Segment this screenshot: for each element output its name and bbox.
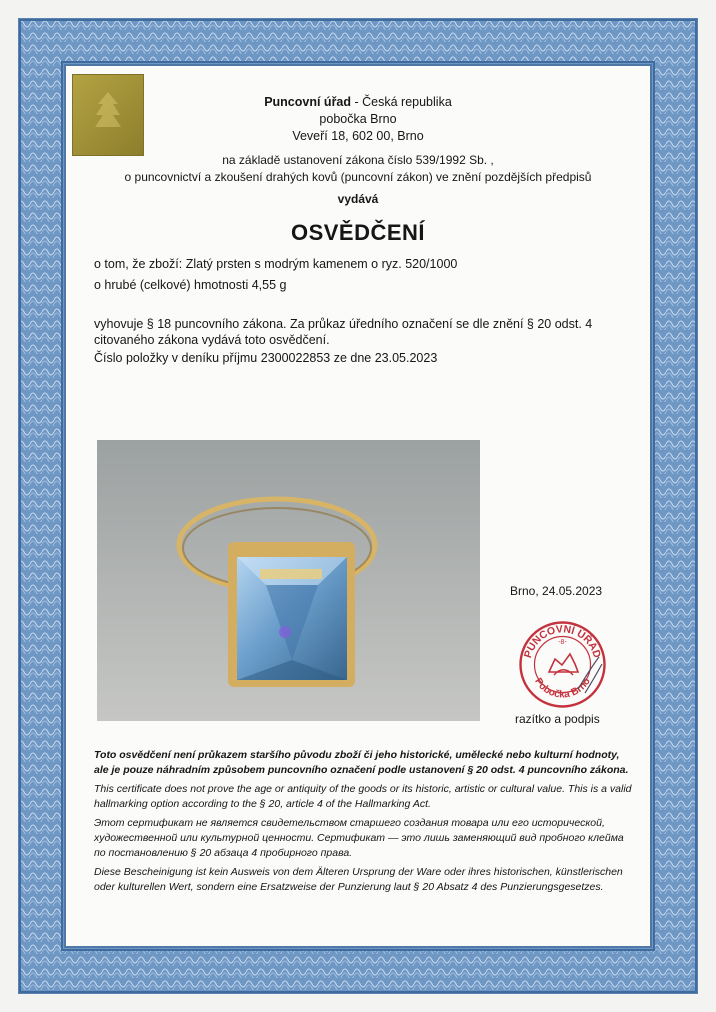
issuer-branch: pobočka Brno	[319, 112, 397, 126]
note-czech: Toto osvědčení není průkazem staršího původu zboží či jeho historické, umělecké nebo kulturní hodnoty, ale je pouze náhradním způsobem puncovního označení podle ustanovení § 20 odst. 4 puncovního zákona.	[94, 749, 629, 776]
stamp-top-text: PUNCOVNÍ ÚŘAD	[521, 623, 604, 660]
weight-line: o hrubé (celkové) hmotnosti 4,55 g	[94, 278, 287, 292]
ring-image	[97, 440, 480, 721]
document-title: OSVĚDČENÍ	[290, 220, 426, 245]
multilingual-notes	[94, 748, 632, 899]
official-stamp-icon	[515, 617, 610, 712]
stamp-bottom-text: Pobočka Brno	[532, 676, 593, 701]
compliance-line-2: citovaného zákona vydává toto osvědčení.	[94, 333, 330, 347]
goods-line: o tom, že zboží: Zlatý prsten s modrým kamenem o ryz. 520/1000	[94, 257, 458, 271]
legal-basis-line-2: o puncovnictví a zkoušení drahých kovů (puncovní zákon) ve znění pozdějších předpisů	[124, 170, 592, 184]
note-english: This certificate does not prove the age or antiquity of the goods or its historic, artistic or cultural value. This is a valid hallmarking option according to the § 20, article 4 of the Hallmarking Act.	[94, 783, 632, 810]
note-german: Diese Bescheinigung ist kein Ausweis von dem Älteren Ursprung der Ware oder ihres historischen, künstlerischen oder kulturellen Wert, sondern eine Ersatzweise der Punzierung laut § 20 Absatz 4 des Punzierungsgesetzes.	[94, 866, 623, 893]
issuer-address: Veveří 18, 602 00, Brno	[292, 129, 424, 143]
issuer-office: Puncovní úřad	[264, 95, 352, 109]
certificate-content	[72, 72, 644, 940]
ring-photo	[97, 440, 480, 721]
stamp-number: -8-	[558, 639, 567, 646]
issuer-header	[72, 94, 644, 145]
issuer-country: - Česká republika	[351, 95, 452, 109]
item-number-line: Číslo položky v deníku příjmu 2300022853 ze dne 23.05.2023	[94, 351, 438, 365]
place-date: Brno, 24.05.2023	[510, 584, 603, 598]
signature-label: razítko a podpis	[515, 712, 600, 726]
compliance-line-1: vyhovuje § 18 puncovního zákona. Za průkaz úředního označení se dle znění § 20 odst. 4	[94, 317, 593, 331]
legal-basis-line-1: na základě ustanovení zákona číslo 539/1992 Sb. ,	[222, 153, 494, 167]
issues-word: vydává	[337, 192, 379, 206]
note-russian: Этот сертификат не является свидетельством старшего создания товара или его исторической, художественной или культурной ценности. Сертификат — это лишь заменяющий вид пробного клейма по постановлению § 20 абзаца 4 пробирного права.	[94, 817, 624, 859]
